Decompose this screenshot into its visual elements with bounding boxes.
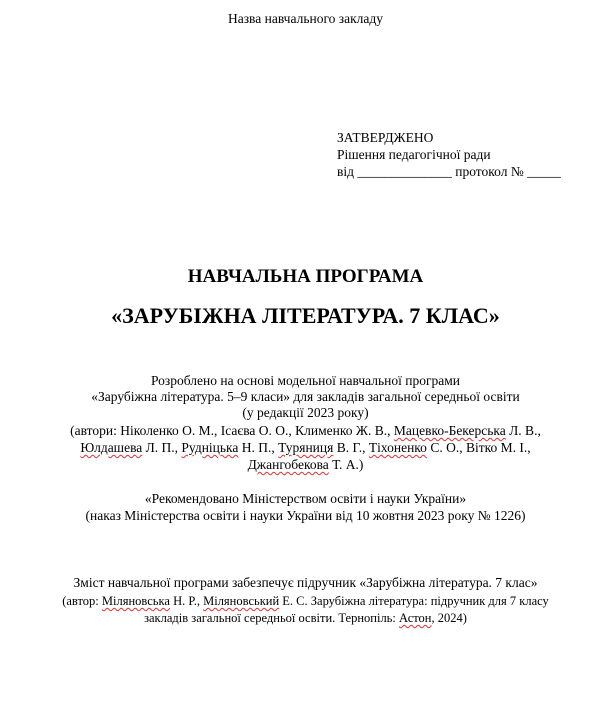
authors-text: Н. П., [238, 440, 279, 455]
author-name: Міляновський [203, 594, 280, 608]
author-name: Джангобекова [247, 457, 329, 472]
basis-line-2: «Зарубіжна література. 5–9 класи» для закладів загальної середньої освіти [91, 389, 520, 404]
authors-line-1 [0, 423, 611, 439]
publisher-name: Астон [398, 611, 432, 625]
authors-line-2 [0, 440, 611, 456]
document-title: НАВЧАЛЬНА ПРОГРАМА [187, 266, 424, 287]
textbook-line-2 [0, 594, 611, 609]
author-name: Рудніцька [181, 440, 239, 455]
authors-text: Л. В., [505, 423, 541, 438]
basis-line-1: Розроблено на основі модельної навчальної програми [150, 373, 460, 388]
authors-text: С. О., Вітко М. І., [426, 440, 531, 455]
textbook-line-1: Зміст навчальної програми забезпечує підручник «Зарубіжна література. 7 клас» [73, 575, 538, 590]
approval-heading: ЗАТВЕРДЖЕНО [337, 130, 434, 145]
author-name: Юлдашева [80, 440, 143, 455]
textbook-line-3 [0, 611, 611, 626]
institution-name: Назва навчального закладу [227, 11, 384, 26]
authors-text: В. Г., [333, 440, 369, 455]
recommendation-line-1: «Рекомендовано Міністерством освіти і науки України» [144, 491, 467, 506]
textbook-text: , 2024) [431, 611, 467, 625]
textbook-text: закладів загальної середньої освіти. Тернопіль: [144, 611, 399, 625]
textbook-text: Н. Р., [169, 594, 204, 608]
approval-date-protocol: від ______________ протокол № _____ [337, 164, 561, 179]
program-name: «ЗАРУБІЖНА ЛІТЕРАТУРА. 7 КЛАС» [111, 303, 500, 328]
author-name: Мацевко-Бекерська [393, 423, 506, 438]
authors-line-3 [0, 457, 611, 473]
approval-decision: Рішення педагогічної ради [337, 147, 491, 162]
textbook-text: (автор: [62, 594, 102, 608]
recommendation-line-2: (наказ Міністерства освіти і науки України від 10 жовтня 2023 року № 1226) [85, 508, 526, 523]
author-name: Тіхоненко [368, 440, 427, 455]
author-name: Міляновська [101, 594, 170, 608]
author-name: Туряниця [278, 440, 334, 455]
basis-line-3: (у редакції 2023 року) [242, 405, 369, 420]
authors-text: Л. П., [142, 440, 182, 455]
authors-text: Т. А.) [328, 457, 364, 472]
authors-text: (автори: Ніколенко О. М., Ісаєва О. О., Клименко Ж. В., [70, 423, 394, 438]
textbook-text: Е. С. Зарубіжна література: підручник для 7 класу [279, 594, 549, 608]
